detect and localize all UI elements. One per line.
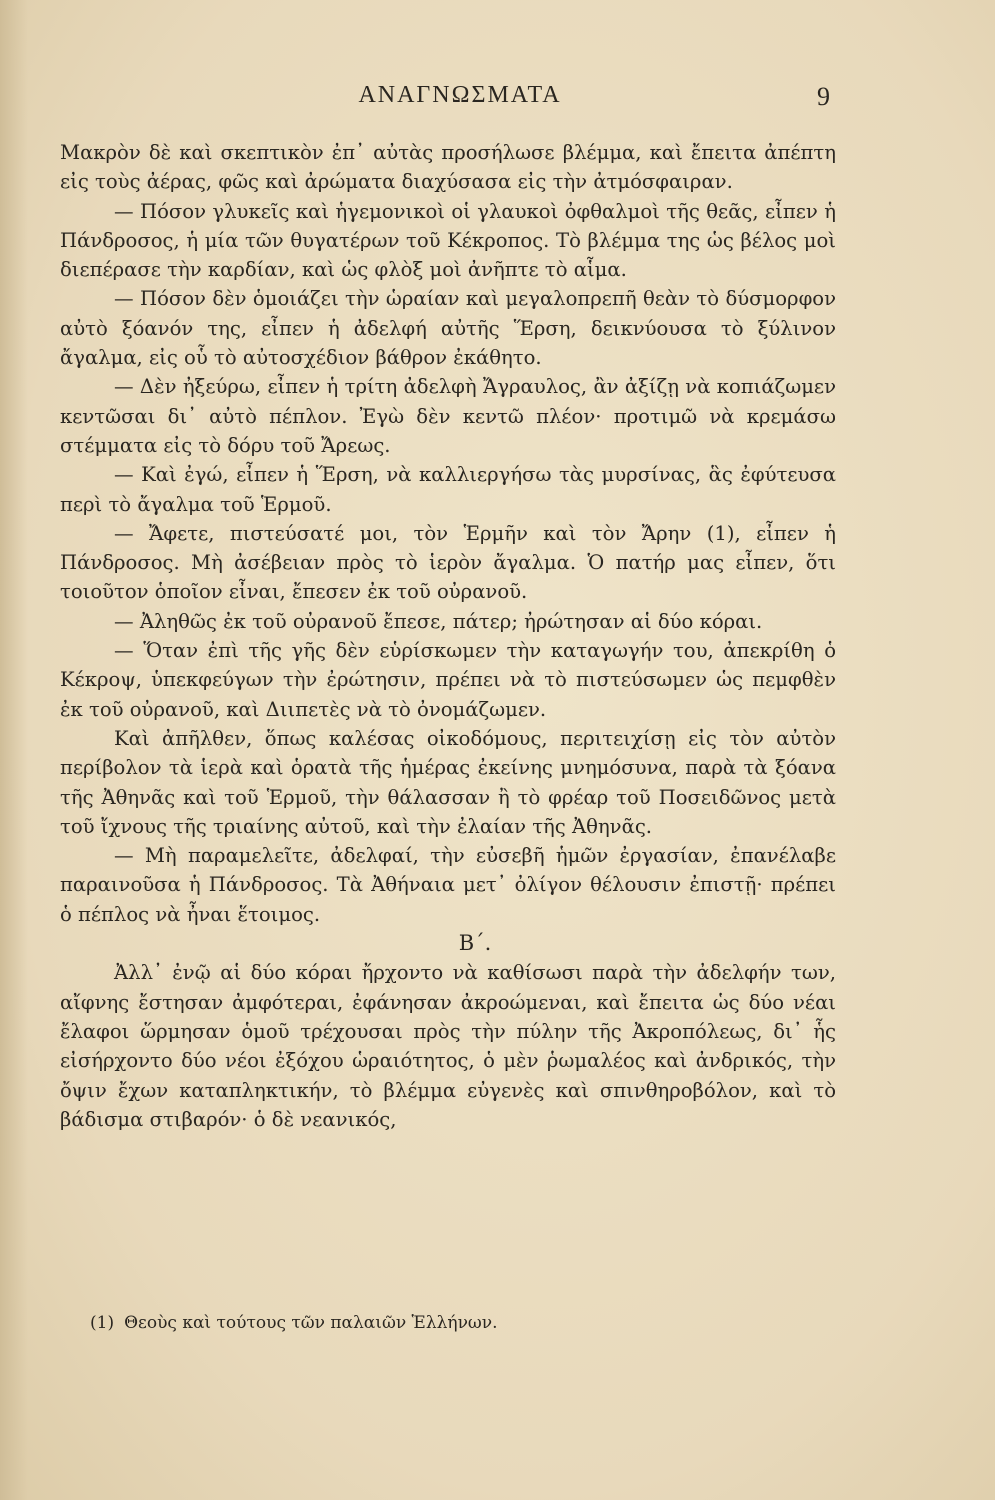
section-heading: Β΄. xyxy=(458,931,492,956)
paragraph: — Δὲν ἠξεύρω, εἶπεν ἡ τρίτη ἀδελφὴ Ἄγραυλος, ἂν ἀξίζῃ νὰ κοπιάζωμεν κεντῶσαι δι᾽ αὐτὸ πέπλον. Ἐγὼ δὲν κεντῶ πλέον· προτιμῶ νὰ κρεμάσω στέμματα εἰς τὸ δόρυ τοῦ Ἄρεως. xyxy=(60,375,836,457)
page-header xyxy=(90,82,830,122)
footnote xyxy=(90,1313,498,1333)
page-number: 9 xyxy=(817,82,830,111)
paragraph: — Ἄφετε, πιστεύσατέ μοι, τὸν Ἑρμῆν καὶ τὸν Ἄρην (1), εἶπεν ἡ Πάνδροσος. Μὴ ἀσέβειαν πρὸς τὸ ἱερὸν ἄγαλμα. Ὁ πατήρ μας εἶπεν, ὅτι τοιοῦτον ὁποῖον εἶναι, ἔπεσεν ἐκ τοῦ οὐρανοῦ. xyxy=(60,521,836,604)
paragraph: — Ὅταν ἐπὶ τῆς γῆς δὲν εὑρίσκωμεν τὴν καταγωγήν του, ἀπεκρίθη ὁ Κέκροψ, ὑπεκφεύγων τὴν ἐρώτησιν, πρέπει νὰ τὸ πιστεύσωμεν ὡς πεμφθὲν ἐκ τοῦ οὐρανοῦ, καὶ Διιπετὲς νὰ τὸ ὀνομάζωμεν. xyxy=(60,639,836,721)
paragraph: — Ἀληθῶς ἐκ τοῦ οὐρανοῦ ἔπεσε, πάτερ; ἠρώτησαν αἱ δύο κόραι. xyxy=(114,609,763,633)
paragraph: Καὶ ἀπῆλθεν, ὅπως καλέσας οἰκοδόμους, περιτειχίσῃ εἰς τὸν αὐτὸν περίβολον τὰ ἱερὰ καὶ ὁρατὰ τῆς ἡμέρας ἐκείνης μνημόσυνα, παρὰ τὰ ξόανα τῆς Ἀθηνᾶς καὶ τοῦ Ἑρμοῦ, τὴν θάλασσαν ἢ τὸ φρέαρ τοῦ Ποσειδῶνος μετὰ τοῦ ἴχνους τῆς τριαίνης αὐτοῦ, καὶ τὴν ἐλαίαν τῆς Ἀθηνᾶς. xyxy=(60,726,836,838)
paragraph: — Μὴ παραμελεῖτε, ἀδελφαί, τὴν εὐσεβῆ ἡμῶν ἐργασίαν, ἐπανέλαβε παραινοῦσα ἡ Πάνδροσος. Τὰ Ἀθήναια μετ᾽ ὀλίγον θέλουσιν ἐπιστῇ· πρέπει ὁ πέπλος νὰ ἦναι ἕτοιμος. xyxy=(60,844,836,926)
body-text xyxy=(60,138,836,1134)
paragraph: — Καὶ ἐγώ, εἶπεν ἡ Ἕρση, νὰ καλλιεργήσω τὰς μυρσίνας, ἃς ἐφύτευσα περὶ τὸ ἄγαλμα τοῦ Ἑρμοῦ. xyxy=(60,463,836,516)
paragraph: Ἀλλ᾽ ἐνῷ αἱ δύο κόραι ἤρχοντο νὰ καθίσωσι παρὰ τὴν ἀδελφήν των, αἴφνης ἔστησαν ἀμφότεραι, ἐφάνησαν ἀκροώμεναι, καὶ ἔπειτα ὡς δύο νέαι ἔλαφοι ὥρμησαν ὁμοῦ τρέχουσαι πρὸς τὴν πύλην τῆς Ἀκροπόλεως, δι᾽ ἧς εἰσήρχοντο δύο νέοι ἐξόχου ὡραιότητος, ὁ μὲν ῥωμαλέος καὶ ἀνδρικός, τὴν ὄψιν ἔχων καταπληκτικήν, τὸ βλέμμα εὐγενὲς καὶ σπινθηροβόλον, καὶ τὸ βάδισμα στιβαρόν· ὁ δὲ νεανικός, xyxy=(60,961,836,1131)
running-title: ΑΝΑΓΝΩΣΜΑΤΑ xyxy=(358,82,562,108)
page-gutter-shadow xyxy=(0,0,28,1500)
footnote-text: Θεοὺς καὶ τούτους τῶν παλαιῶν Ἑλλήνων. xyxy=(124,1313,498,1333)
paragraph: — Πόσον γλυκεῖς καὶ ἡγεμονικοὶ οἱ γλαυκοὶ ὀφθαλμοὶ τῆς θεᾶς, εἶπεν ἡ Πάνδροσος, ἡ μία τῶν θυγατέρων τοῦ Κέκροπος. Τὸ βλέμμα της ὡς βέλος μοὶ διεπέρασε τὴν καρδίαν, καὶ ὡς φλὸξ μοὶ ἀνῆπτε τὸ αἷμα. xyxy=(60,199,836,282)
paragraph: — Πόσον δὲν ὁμοιάζει τὴν ὡραίαν καὶ μεγαλοπρεπῆ θεὰν τὸ δύσμορφον αὐτὸ ξόανόν της, εἶπεν ἡ ἀδελφή αὐτῆς Ἕρση, δεικνύουσα τὸ ξύλινον ἄγαλμα, εἰς οὗ τὸ αὐτοσχέδιον βάθρον ἐκάθητο. xyxy=(60,287,836,370)
footnote-marker: (1) xyxy=(90,1313,115,1333)
paragraph: Μακρὸν δὲ καὶ σκεπτικὸν ἐπ᾽ αὐτὰς προσήλωσε βλέμμα, καὶ ἔπειτα ἀπέπτη εἰς τοὺς ἀέρας, φῶς καὶ ἀρώματα διαχύσασα εἰς τὴν ἀτμόσφαιραν. xyxy=(60,141,836,194)
